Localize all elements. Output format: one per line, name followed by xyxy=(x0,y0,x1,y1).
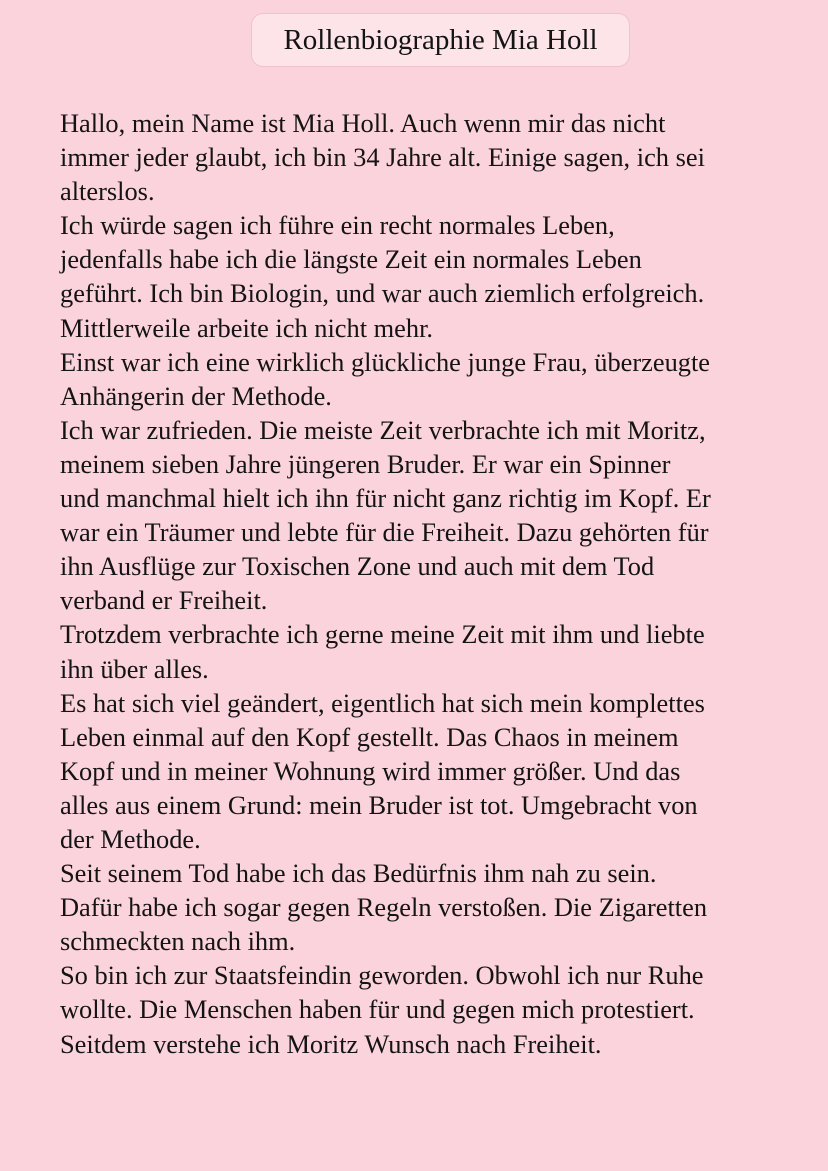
text-line: Es hat sich viel geändert, eigentlich hat sich mein komplettes xyxy=(60,687,705,718)
text-line: war ein Träumer und lebte für die Freiheit. Dazu gehörten für xyxy=(60,517,709,548)
text-line: der Methode. xyxy=(60,823,201,854)
text-line: Einst war ich eine wirklich glückliche junge Frau, überzeugte xyxy=(60,346,711,377)
text-line: alterslos. xyxy=(60,176,155,207)
text-line: Anhängerin der Methode. xyxy=(60,380,332,411)
text-line: Leben einmal auf den Kopf gestellt. Das Chaos in meinem xyxy=(60,721,679,752)
text-line: alles aus einem Grund: mein Bruder ist tot. Umgebracht von xyxy=(60,789,698,820)
text-line: Seitdem verstehe ich Moritz Wunsch nach Freiheit. xyxy=(60,1028,602,1059)
text-line: Kopf und in meiner Wohnung wird immer größer. Und das xyxy=(60,755,681,786)
text-line: Seit seinem Tod habe ich das Bedürfnis ihm nah zu sein. xyxy=(60,858,657,889)
text-line: jedenfalls habe ich die längste Zeit ein normales Leben xyxy=(60,244,642,275)
text-line: Ich würde sagen ich führe ein recht normales Leben, xyxy=(60,210,615,241)
text-line: und manchmal hielt ich ihn für nicht ganz richtig im Kopf. Er xyxy=(60,483,711,514)
page-title: Rollenbiographie Mia Holl xyxy=(283,23,598,56)
text-line: ihn über alles. xyxy=(60,653,209,684)
body-text xyxy=(60,106,810,1061)
text-line: meinem sieben Jahre jüngeren Bruder. Er war ein Spinner xyxy=(60,448,671,479)
text-line: Hallo, mein Name ist Mia Holl. Auch wenn mir das nicht xyxy=(60,108,666,138)
text-line: verband er Freiheit. xyxy=(60,585,268,616)
text-line: Trotzdem verbrachte ich gerne meine Zeit mit ihm und liebte xyxy=(60,619,705,650)
text-line: ihn Ausflüge zur Toxischen Zone und auch mit dem Tod xyxy=(60,551,655,582)
text-line: wollte. Die Menschen haben für und gegen mich protestiert. xyxy=(60,994,695,1025)
text-line: schmeckten nach ihm. xyxy=(60,926,296,957)
text-line: So bin ich zur Staatsfeindin geworden. Obwohl ich nur Ruhe xyxy=(60,960,704,991)
text-line: Mittlerweile arbeite ich nicht mehr. xyxy=(60,312,433,343)
text-line: Ich war zufrieden. Die meiste Zeit verbrachte ich mit Moritz, xyxy=(60,414,706,445)
text-line: Dafür habe ich sogar gegen Regeln verstoßen. Die Zigaretten xyxy=(60,892,708,923)
title-box xyxy=(251,13,630,67)
text-line: immer jeder glaubt, ich bin 34 Jahre alt. Einige sagen, ich sei xyxy=(60,142,705,173)
text-line: geführt. Ich bin Biologin, und war auch ziemlich erfolgreich. xyxy=(60,278,705,309)
